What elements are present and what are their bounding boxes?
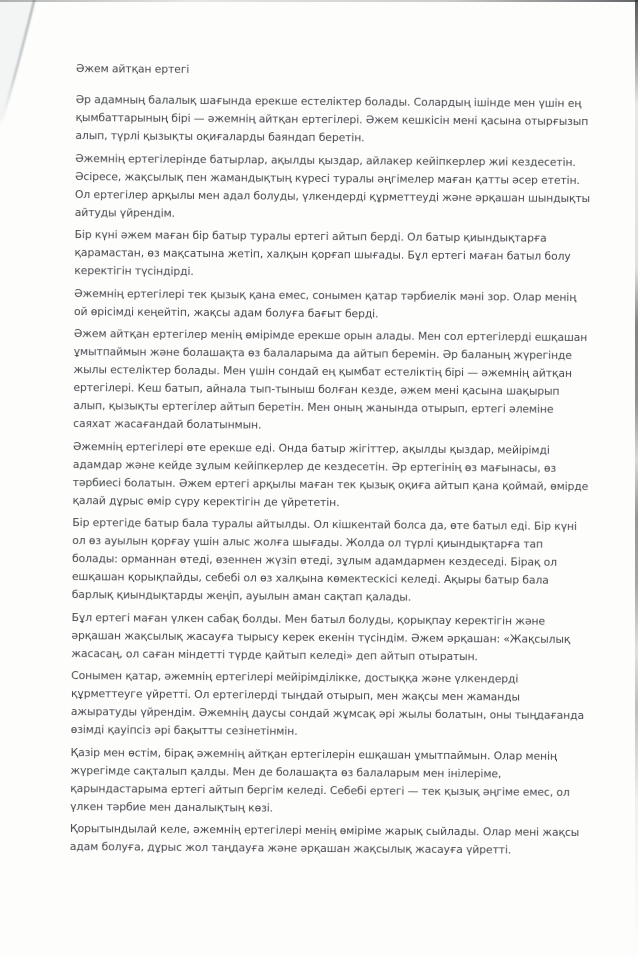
paragraph-11: Қорытындылай келе, әжемнің ертегілері менің өміріме жарық сыйлады. Олар мені жақсы адам болуға, дұрыс жол таңдауға және әрқашан жақсылық жасауға үйретті. [69,822,580,857]
paragraph-5: Әжем айтқан ертегілер менің өмірімде ерекше орын алады. Мен сол ертегілерді ешқашан ұмытпаймын және болашақта өз балаларыма да айтып беремін. Әр баланың жүрегінде жылы естеліктер болады. Мен үшін сондай ең қымбат естеліктің бірі — әжемнің айтқан ертегілері. Кеш батып, айнала тып-тыныш болған кезде, әжем мені қасына шақырып алып, қызықты ертегілер айтып беретін. Мен оның жанында отырып, ертегі әлеміне саяхат жасағандай болатынмын. [73,327,588,432]
scan-top-edge-shadow [0,0,638,2]
document-title: Әжем айтқан ертегі [75,62,190,76]
paragraph-8: Бұл ертегі маған үлкен сабақ болды. Мен батыл болуды, қорықпау керектігін және әрқашан жақсылық жасауға тырысу керек екенін түсіндім. Әжем әрқашан: «Жақсылық жасасаң, ол саған міндетті түрде қайтып келеді» деп айтып отыратын. [71,610,571,663]
document-content [70,60,592,865]
paragraph-3: Бір күні әжем маған бір батыр туралы ертегі айтып берді. Ол батыр қиындықтарға қарамастан, өз мақсатына жетіп, халқын қорғап шығады. Бұл ертегі маған батыл болу керектігін түсіндірді. [74,228,571,278]
paragraph-1: Әр адамның балалық шағында ерекше естеліктер болады. Солардың ішінде мен үшін ең қымбаттарының бірі — әжемнің айтқан ертегілері. Әжем кешкісін мені қасына отырғызып алып, түрлі қызықты оқиғаларды баяндап беретін. [75,93,589,145]
paragraph-10: Қазір мен өстім, бірақ әжемнің айтқан ертегілерін ешқашан ұмытпаймын. Олар менің жүрегімде сақталып қалды. Мен де болашақта өз балаларым мен інілеріме, қарындастарыма ертегі айтып бергім келеді. Себебі ертегі — тек қызық әңгіме емес, ол үлкен тәрбие мен даналықтың көзі. [70,745,570,815]
paragraph-7: Бір ертегіде батыр бала туралы айтылды. Ол кішкентай болса да, өте батыл еді. Бір күні ол өз ауылын қорғау үшін алыс жолға шығады. Жолда ол түрлі қиындықтарға тап болады: орманнан өтеді, өзеннен жүзіп өтеді, зұлым адамдармен кездеседі. Бірақ ол ешқашан қорықпайды, себебі ол өз халқына көмектескісі келеді. Ақыры батыр бала барлық қиындықтарды жеңіп, ауылын аман сақтап қалады. [71,516,577,604]
paragraph-9: Сонымен қатар, әжемнің ертегілері мейірімділікке, достыққа және үлкендерді құрметтеуге үйретті. Ол ертегілерді тыңдай отырып, мен жақсы мен жаманды ажыратуды үйрендім. Әжемнің даусы сондай жұмсақ әрі жылы болатын, оны тыңдағанда өзімді қауіпсіз әрі бақытты сезінетінмін. [70,669,585,738]
paragraph-4: Әжемнің ертегілері тек қызық қана емес, сонымен қатар тәрбиелік мәні зор. Олар менің ой өрісімді кеңейтіп, жақсы адам болуға бағыт берді. [73,286,577,320]
paragraph-6: Әжемнің ертегілері өте ерекше еді. Онда батыр жігіттер, ақылды қыздар, мейірімді адамдар және кейде зұлым кейіпкерлер де кездесетін. Әр ертегінің өз мағынасы, өз тәрбиесі болатын. Әжем ертегі арқылы маған тек қызық оқиға айтып қана қоймай, өмірде қалай дұрыс өмір сүру керектігін де үйрететін. [72,439,589,509]
paragraph-2: Әжемнің ертегілерінде батырлар, ақылды қыздар, айлакер кейіпкерлер жиі кездесетін. Әсіресе, жақсылық пен жамандықтың күресі туралы әңгімелер маған қатты әсер ететін. Ол ертегілер арқылы мен адал болуды, үлкендерді құрметтеуді және әрқашан шындықты айтуды үйрендім. [74,151,591,220]
